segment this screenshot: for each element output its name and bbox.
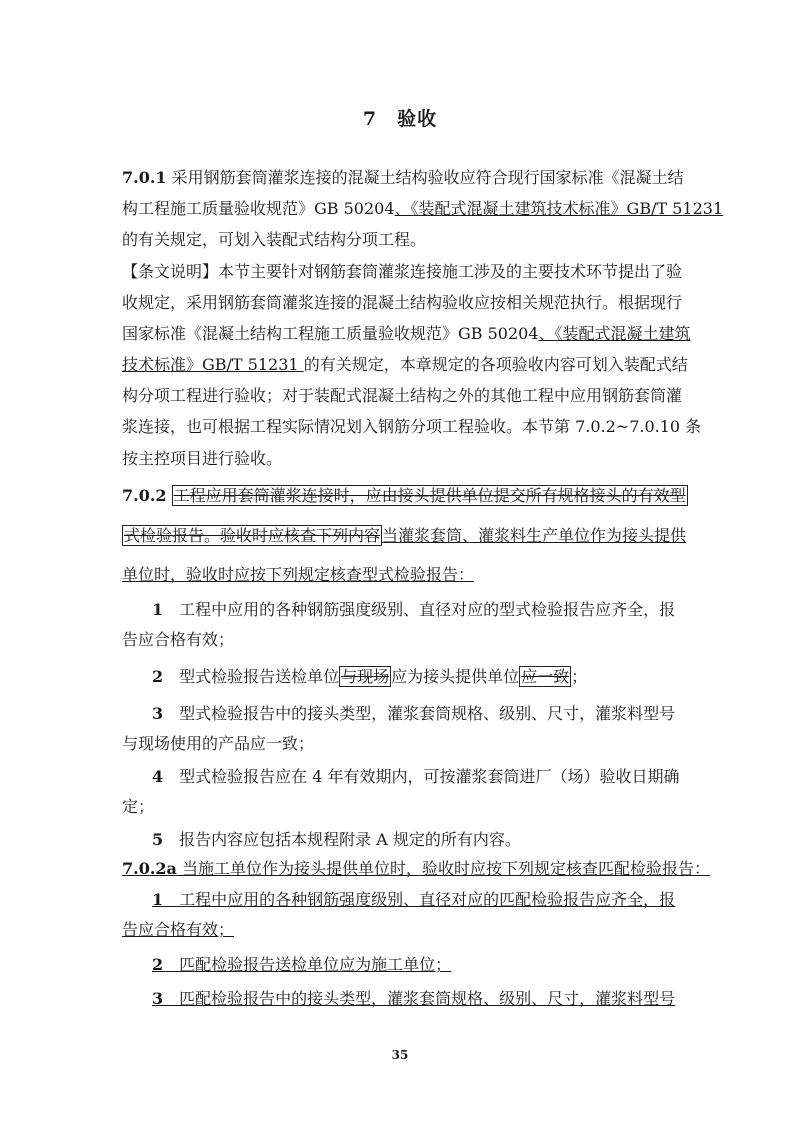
commentary-line-1: 【条文说明】本节主要针对钢筋套筒灌浆连接施工涉及的主要技术环节提出了验 xyxy=(122,262,683,281)
item-4-line-1: 4 型式检验报告应在 4 年有效期内，可按灌浆套筒进厂（场）验收日期确 xyxy=(152,767,680,786)
clause-number: 7.0.2a xyxy=(122,859,177,878)
clause-7-0-1-line-3: 的有关规定，可划入装配式结构分项工程。 xyxy=(122,230,427,249)
commentary-line-6: 浆连接，也可根据工程实际情况划入钢筋分项工程验收。本节第 7.0.2~7.0.10 条 xyxy=(122,417,702,436)
chapter-heading: 7 验收 xyxy=(362,108,438,130)
clause-7-0-2a-line-1: 7.0.2a 当施工单位作为接头提供单位时，验收时应按下列规定核查匹配检验报告： xyxy=(122,859,710,878)
deleted-text: 式检验报告。验收时应核查下列内容 xyxy=(124,526,381,545)
item-3-line-1: 3 型式检验报告中的接头类型，灌浆套筒规格、级别、尺寸，灌浆料型号 xyxy=(152,704,676,723)
commentary-line-5: 构分项工程进行验收；对于装配式混凝土结构之外的其他工程中应用钢筋套筒灌 xyxy=(122,386,683,405)
clause-7-0-1-line-2: 构工程施工质量验收规范》GB 50204、《装配式混凝土建筑技术标准》GB/T 51231 xyxy=(122,199,724,218)
commentary-line-3: 国家标准《混凝土结构工程施工质量验收规范》GB 50204、《装配式混凝土建筑 xyxy=(122,324,691,343)
inserted-text: 当灌浆套筒、灌浆料生产单位作为接头提供 xyxy=(382,526,687,545)
deleted-text: 与现场 xyxy=(341,667,390,686)
clause-7-0-2a-item-1-line-1: 1 工程中应用的各种钢筋强度级别、直径对应的匹配检验报告应齐全，报 xyxy=(152,890,676,909)
commentary-line-4: 技术标准》GB/T 51231 的有关规定，本章规定的各项验收内容可划入装配式结 xyxy=(122,355,688,374)
inserted-text: 单位时，验收时应按下列规定核查型式检验报告： xyxy=(122,565,475,584)
commentary-line-7: 按主控项目进行验收。 xyxy=(122,449,283,468)
inserted-text: 、《装配式混凝土建筑 xyxy=(538,324,691,343)
clause-7-0-2-line-2 xyxy=(122,524,686,548)
clause-7-0-2a-item-3: 3 匹配检验报告中的接头类型，灌浆套筒规格、级别、尺寸，灌浆料型号 xyxy=(152,989,676,1008)
item-5: 5 报告内容应包括本规程附录 A 规定的所有内容。 xyxy=(152,830,521,849)
page-number: 35 xyxy=(391,1048,409,1062)
item-1-line-2: 告应合格有效； xyxy=(122,630,235,649)
inserted-text: 、《装配式混凝土建筑技术标准》GB/T 51231 xyxy=(394,199,724,218)
clause-7-0-2a-item-2: 2 匹配检验报告送检单位应为施工单位； xyxy=(152,955,452,974)
item-2: 2 型式检验报告送检单位 与现场 应为接头提供单位 应一致 ； xyxy=(152,667,588,686)
inserted-text: 技术标准》GB/T 51231 xyxy=(122,355,304,374)
clause-7-0-2a-item-1-line-2: 告应合格有效； xyxy=(122,920,235,939)
deleted-text: 应一致 xyxy=(521,667,570,686)
clause-7-0-2-line-3 xyxy=(122,563,474,587)
commentary-line-2: 收规定，采用钢筋套筒灌浆连接的混凝土结构验收应按相关规范执行。根据现行 xyxy=(122,293,683,312)
deleted-text: 工程应用套筒灌浆连接时，应由接头提供单位提交所有规格接头的有效型 xyxy=(173,486,686,505)
clause-7-0-1-line-1: 7.0.1 采用钢筋套筒灌浆连接的混凝土结构验收应符合现行国家标准《混凝土结 xyxy=(122,168,684,187)
clause-number: 7.0.1 xyxy=(122,168,167,187)
item-1-line-1: 1 工程中应用的各种钢筋强度级别、直径对应的型式检验报告应齐全，报 xyxy=(152,600,676,619)
item-3-line-2: 与现场使用的产品应一致； xyxy=(122,734,315,753)
item-4-line-2: 定； xyxy=(122,797,155,816)
clause-7-0-2-line-1 xyxy=(122,484,688,508)
clause-number: 7.0.2 xyxy=(122,486,167,505)
